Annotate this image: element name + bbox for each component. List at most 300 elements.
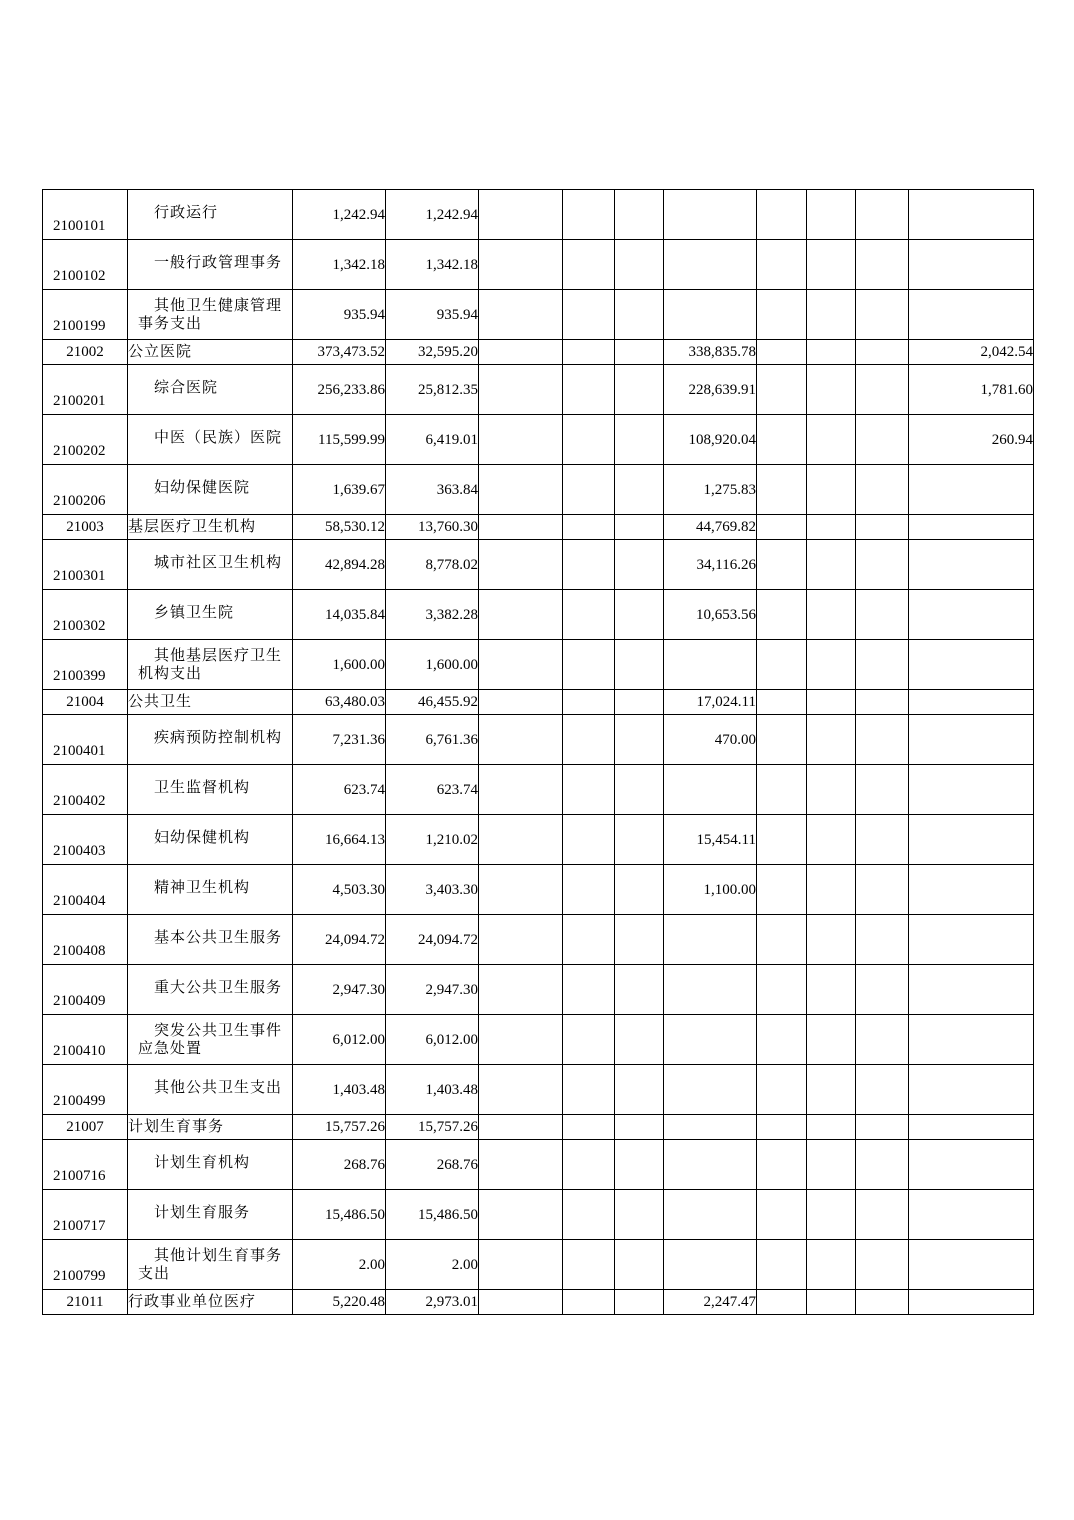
table-row bbox=[43, 715, 1034, 765]
subject-name-cell: 城市社区卫生机构 bbox=[128, 540, 293, 590]
amount-cell-total: 1,403.48 bbox=[293, 1065, 386, 1115]
amount-cell-general: 46,455.92 bbox=[386, 690, 479, 715]
amount-cell-c12 bbox=[909, 465, 1034, 515]
amount-cell-c12 bbox=[909, 1290, 1034, 1315]
subject-name-cell bbox=[128, 640, 293, 690]
amount-cell-c9 bbox=[757, 1140, 807, 1190]
amount-cell-c7 bbox=[615, 465, 664, 515]
subject-code-cell: 2100201 bbox=[43, 365, 128, 415]
budget-expenditure-table bbox=[42, 189, 1034, 1315]
table-row bbox=[43, 515, 1034, 540]
subject-name-cell: 疾病预防控制机构 bbox=[128, 715, 293, 765]
amount-cell-general: 1,403.48 bbox=[386, 1065, 479, 1115]
amount-cell-total: 15,757.26 bbox=[293, 1115, 386, 1140]
amount-cell-c11 bbox=[856, 340, 909, 365]
amount-cell-c9 bbox=[757, 240, 807, 290]
amount-cell-c5 bbox=[479, 965, 563, 1015]
amount-cell-c6 bbox=[563, 690, 615, 715]
amount-cell-c5 bbox=[479, 690, 563, 715]
amount-cell-c9 bbox=[757, 465, 807, 515]
amount-cell-c12 bbox=[909, 640, 1034, 690]
amount-cell-c11 bbox=[856, 290, 909, 340]
amount-cell-c9 bbox=[757, 340, 807, 365]
amount-cell-c5 bbox=[479, 765, 563, 815]
amount-cell-c5 bbox=[479, 715, 563, 765]
amount-cell-c10 bbox=[807, 290, 856, 340]
amount-cell-total: 15,486.50 bbox=[293, 1190, 386, 1240]
amount-cell-c11 bbox=[856, 365, 909, 415]
amount-cell-c7 bbox=[615, 415, 664, 465]
amount-cell-c7 bbox=[615, 290, 664, 340]
amount-cell-total: 623.74 bbox=[293, 765, 386, 815]
amount-cell-c7 bbox=[615, 715, 664, 765]
amount-cell-total: 16,664.13 bbox=[293, 815, 386, 865]
subject-name-cell bbox=[128, 290, 293, 340]
amount-cell-c7 bbox=[615, 190, 664, 240]
amount-cell-c8: 470.00 bbox=[664, 715, 757, 765]
subject-name-cell bbox=[128, 1015, 293, 1065]
amount-cell-c8 bbox=[664, 640, 757, 690]
table-row bbox=[43, 590, 1034, 640]
amount-cell-c10 bbox=[807, 1190, 856, 1240]
amount-cell-total: 1,600.00 bbox=[293, 640, 386, 690]
amount-cell-c5 bbox=[479, 415, 563, 465]
amount-cell-c8 bbox=[664, 765, 757, 815]
amount-cell-c8 bbox=[664, 190, 757, 240]
subject-name-cell: 计划生育服务 bbox=[128, 1190, 293, 1240]
amount-cell-c5 bbox=[479, 815, 563, 865]
subject-name-cell: 计划生育事务 bbox=[128, 1115, 293, 1140]
amount-cell-c6 bbox=[563, 1290, 615, 1315]
amount-cell-c6 bbox=[563, 190, 615, 240]
amount-cell-c7 bbox=[615, 240, 664, 290]
table-row bbox=[43, 540, 1034, 590]
amount-cell-c11 bbox=[856, 690, 909, 715]
amount-cell-c11 bbox=[856, 965, 909, 1015]
amount-cell-c8 bbox=[664, 1140, 757, 1190]
table-row bbox=[43, 865, 1034, 915]
amount-cell-c9 bbox=[757, 1240, 807, 1290]
subject-code-cell: 2100302 bbox=[43, 590, 128, 640]
subject-code-cell: 2100301 bbox=[43, 540, 128, 590]
amount-cell-c12 bbox=[909, 715, 1034, 765]
amount-cell-c9 bbox=[757, 365, 807, 415]
amount-cell-c11 bbox=[856, 1115, 909, 1140]
amount-cell-general: 1,242.94 bbox=[386, 190, 479, 240]
amount-cell-general: 1,600.00 bbox=[386, 640, 479, 690]
amount-cell-c10 bbox=[807, 340, 856, 365]
table-body bbox=[43, 190, 1034, 1315]
subject-code-cell: 2100402 bbox=[43, 765, 128, 815]
amount-cell-general: 2,973.01 bbox=[386, 1290, 479, 1315]
amount-cell-total: 1,342.18 bbox=[293, 240, 386, 290]
amount-cell-total: 268.76 bbox=[293, 1140, 386, 1190]
amount-cell-c9 bbox=[757, 415, 807, 465]
amount-cell-c11 bbox=[856, 1290, 909, 1315]
amount-cell-c11 bbox=[856, 190, 909, 240]
amount-cell-c9 bbox=[757, 1015, 807, 1065]
amount-cell-c11 bbox=[856, 1190, 909, 1240]
amount-cell-c12 bbox=[909, 815, 1034, 865]
amount-cell-c9 bbox=[757, 1065, 807, 1115]
amount-cell-total: 2.00 bbox=[293, 1240, 386, 1290]
amount-cell-c8: 108,920.04 bbox=[664, 415, 757, 465]
amount-cell-c6 bbox=[563, 815, 615, 865]
amount-cell-c6 bbox=[563, 365, 615, 415]
amount-cell-c5 bbox=[479, 465, 563, 515]
subject-code-cell: 21011 bbox=[43, 1290, 128, 1315]
amount-cell-c9 bbox=[757, 815, 807, 865]
amount-cell-c10 bbox=[807, 715, 856, 765]
amount-cell-general: 15,757.26 bbox=[386, 1115, 479, 1140]
amount-cell-c8 bbox=[664, 915, 757, 965]
subject-code-cell: 2100202 bbox=[43, 415, 128, 465]
table-row bbox=[43, 640, 1034, 690]
amount-cell-c9 bbox=[757, 690, 807, 715]
table-row bbox=[43, 1290, 1034, 1315]
amount-cell-c11 bbox=[856, 865, 909, 915]
amount-cell-c8: 10,653.56 bbox=[664, 590, 757, 640]
amount-cell-total: 5,220.48 bbox=[293, 1290, 386, 1315]
subject-name-cell: 基层医疗卫生机构 bbox=[128, 515, 293, 540]
amount-cell-c6 bbox=[563, 290, 615, 340]
amount-cell-c12 bbox=[909, 190, 1034, 240]
subject-code-cell: 2100499 bbox=[43, 1065, 128, 1115]
amount-cell-c6 bbox=[563, 1240, 615, 1290]
amount-cell-c10 bbox=[807, 765, 856, 815]
amount-cell-c6 bbox=[563, 715, 615, 765]
amount-cell-c5 bbox=[479, 1290, 563, 1315]
amount-cell-c12 bbox=[909, 515, 1034, 540]
amount-cell-c7 bbox=[615, 865, 664, 915]
table-row bbox=[43, 1115, 1034, 1140]
subject-code-cell: 2100409 bbox=[43, 965, 128, 1015]
amount-cell-c9 bbox=[757, 1115, 807, 1140]
amount-cell-c9 bbox=[757, 640, 807, 690]
amount-cell-c12: 1,781.60 bbox=[909, 365, 1034, 415]
subject-code-cell: 2100101 bbox=[43, 190, 128, 240]
subject-name-line-2: 机构支出 bbox=[138, 665, 203, 682]
subject-code-cell: 21003 bbox=[43, 515, 128, 540]
amount-cell-c11 bbox=[856, 465, 909, 515]
amount-cell-c12 bbox=[909, 1065, 1034, 1115]
amount-cell-general: 1,342.18 bbox=[386, 240, 479, 290]
amount-cell-general: 6,419.01 bbox=[386, 415, 479, 465]
amount-cell-c8: 15,454.11 bbox=[664, 815, 757, 865]
subject-name-cell: 卫生监督机构 bbox=[128, 765, 293, 815]
table-row bbox=[43, 765, 1034, 815]
amount-cell-c6 bbox=[563, 865, 615, 915]
amount-cell-c11 bbox=[856, 765, 909, 815]
amount-cell-c5 bbox=[479, 1065, 563, 1115]
amount-cell-general: 1,210.02 bbox=[386, 815, 479, 865]
amount-cell-general: 3,382.28 bbox=[386, 590, 479, 640]
amount-cell-c9 bbox=[757, 1290, 807, 1315]
amount-cell-c5 bbox=[479, 1115, 563, 1140]
amount-cell-c7 bbox=[615, 1140, 664, 1190]
subject-name-cell: 乡镇卫生院 bbox=[128, 590, 293, 640]
amount-cell-total: 1,242.94 bbox=[293, 190, 386, 240]
amount-cell-c8: 338,835.78 bbox=[664, 340, 757, 365]
amount-cell-total: 7,231.36 bbox=[293, 715, 386, 765]
amount-cell-c11 bbox=[856, 540, 909, 590]
amount-cell-c11 bbox=[856, 1240, 909, 1290]
amount-cell-total: 6,012.00 bbox=[293, 1015, 386, 1065]
amount-cell-c6 bbox=[563, 640, 615, 690]
amount-cell-c12 bbox=[909, 765, 1034, 815]
amount-cell-c7 bbox=[615, 1115, 664, 1140]
amount-cell-c8 bbox=[664, 965, 757, 1015]
amount-cell-c12: 260.94 bbox=[909, 415, 1034, 465]
amount-cell-c12 bbox=[909, 590, 1034, 640]
amount-cell-c12 bbox=[909, 965, 1034, 1015]
amount-cell-c12 bbox=[909, 1140, 1034, 1190]
subject-code-cell: 2100199 bbox=[43, 290, 128, 340]
subject-code-cell: 2100408 bbox=[43, 915, 128, 965]
amount-cell-c11 bbox=[856, 915, 909, 965]
amount-cell-c10 bbox=[807, 415, 856, 465]
amount-cell-c7 bbox=[615, 690, 664, 715]
amount-cell-c10 bbox=[807, 515, 856, 540]
subject-name-line-1: 其他计划生育事务 bbox=[154, 1247, 283, 1264]
subject-code-cell: 2100206 bbox=[43, 465, 128, 515]
amount-cell-c11 bbox=[856, 815, 909, 865]
amount-cell-c10 bbox=[807, 1065, 856, 1115]
amount-cell-general: 3,403.30 bbox=[386, 865, 479, 915]
amount-cell-c6 bbox=[563, 1065, 615, 1115]
amount-cell-general: 363.84 bbox=[386, 465, 479, 515]
amount-cell-c11 bbox=[856, 1015, 909, 1065]
amount-cell-c10 bbox=[807, 190, 856, 240]
amount-cell-c8 bbox=[664, 1115, 757, 1140]
subject-name-cell: 妇幼保健机构 bbox=[128, 815, 293, 865]
amount-cell-c5 bbox=[479, 340, 563, 365]
amount-cell-c8: 1,100.00 bbox=[664, 865, 757, 915]
amount-cell-c8 bbox=[664, 240, 757, 290]
amount-cell-c8 bbox=[664, 1015, 757, 1065]
amount-cell-c12 bbox=[909, 240, 1034, 290]
amount-cell-c6 bbox=[563, 415, 615, 465]
table-row bbox=[43, 1015, 1034, 1065]
subject-name-cell: 其他公共卫生支出 bbox=[128, 1065, 293, 1115]
amount-cell-c9 bbox=[757, 190, 807, 240]
amount-cell-c5 bbox=[479, 865, 563, 915]
amount-cell-c12: 2,042.54 bbox=[909, 340, 1034, 365]
amount-cell-c11 bbox=[856, 415, 909, 465]
amount-cell-general: 15,486.50 bbox=[386, 1190, 479, 1240]
subject-name-line-1: 其他基层医疗卫生 bbox=[154, 647, 283, 664]
amount-cell-c9 bbox=[757, 715, 807, 765]
subject-code-cell: 21004 bbox=[43, 690, 128, 715]
amount-cell-c8 bbox=[664, 1240, 757, 1290]
subject-code-cell: 2100404 bbox=[43, 865, 128, 915]
amount-cell-total: 115,599.99 bbox=[293, 415, 386, 465]
amount-cell-c9 bbox=[757, 540, 807, 590]
subject-name-cell: 妇幼保健医院 bbox=[128, 465, 293, 515]
amount-cell-c8 bbox=[664, 1065, 757, 1115]
amount-cell-c7 bbox=[615, 1190, 664, 1240]
amount-cell-c7 bbox=[615, 1065, 664, 1115]
subject-name-cell: 综合医院 bbox=[128, 365, 293, 415]
amount-cell-c6 bbox=[563, 540, 615, 590]
amount-cell-c5 bbox=[479, 515, 563, 540]
amount-cell-c12 bbox=[909, 690, 1034, 715]
amount-cell-c7 bbox=[615, 1240, 664, 1290]
table-row bbox=[43, 815, 1034, 865]
amount-cell-c5 bbox=[479, 1015, 563, 1065]
amount-cell-total: 256,233.86 bbox=[293, 365, 386, 415]
amount-cell-general: 13,760.30 bbox=[386, 515, 479, 540]
subject-code-cell: 2100401 bbox=[43, 715, 128, 765]
amount-cell-c8: 17,024.11 bbox=[664, 690, 757, 715]
table-row bbox=[43, 240, 1034, 290]
amount-cell-c6 bbox=[563, 965, 615, 1015]
amount-cell-c9 bbox=[757, 1190, 807, 1240]
subject-name-cell: 行政事业单位医疗 bbox=[128, 1290, 293, 1315]
amount-cell-c11 bbox=[856, 590, 909, 640]
amount-cell-c5 bbox=[479, 1240, 563, 1290]
amount-cell-total: 63,480.03 bbox=[293, 690, 386, 715]
subject-code-cell: 2100102 bbox=[43, 240, 128, 290]
amount-cell-total: 1,639.67 bbox=[293, 465, 386, 515]
amount-cell-c11 bbox=[856, 240, 909, 290]
amount-cell-c7 bbox=[615, 1290, 664, 1315]
amount-cell-c6 bbox=[563, 1190, 615, 1240]
amount-cell-c12 bbox=[909, 1240, 1034, 1290]
amount-cell-c5 bbox=[479, 290, 563, 340]
amount-cell-c9 bbox=[757, 915, 807, 965]
amount-cell-c7 bbox=[615, 765, 664, 815]
table-row bbox=[43, 1140, 1034, 1190]
amount-cell-general: 32,595.20 bbox=[386, 340, 479, 365]
table-row bbox=[43, 1240, 1034, 1290]
amount-cell-c12 bbox=[909, 865, 1034, 915]
amount-cell-total: 42,894.28 bbox=[293, 540, 386, 590]
amount-cell-c10 bbox=[807, 1140, 856, 1190]
amount-cell-c12 bbox=[909, 1190, 1034, 1240]
subject-name-cell: 中医（民族）医院 bbox=[128, 415, 293, 465]
amount-cell-c5 bbox=[479, 640, 563, 690]
amount-cell-c11 bbox=[856, 640, 909, 690]
amount-cell-c6 bbox=[563, 240, 615, 290]
subject-code-cell: 2100399 bbox=[43, 640, 128, 690]
subject-code-cell: 2100717 bbox=[43, 1190, 128, 1240]
amount-cell-total: 935.94 bbox=[293, 290, 386, 340]
table-row bbox=[43, 965, 1034, 1015]
amount-cell-c5 bbox=[479, 365, 563, 415]
amount-cell-c7 bbox=[615, 365, 664, 415]
subject-name-line-2: 应急处置 bbox=[138, 1040, 203, 1057]
amount-cell-c8 bbox=[664, 1190, 757, 1240]
amount-cell-c6 bbox=[563, 1015, 615, 1065]
subject-name-cell: 行政运行 bbox=[128, 190, 293, 240]
amount-cell-c7 bbox=[615, 540, 664, 590]
subject-name-cell: 计划生育机构 bbox=[128, 1140, 293, 1190]
subject-name-cell: 公共卫生 bbox=[128, 690, 293, 715]
amount-cell-c7 bbox=[615, 340, 664, 365]
table-row bbox=[43, 290, 1034, 340]
table-row bbox=[43, 915, 1034, 965]
subject-name-cell bbox=[128, 1240, 293, 1290]
table-row bbox=[43, 340, 1034, 365]
amount-cell-c11 bbox=[856, 1140, 909, 1190]
amount-cell-c12 bbox=[909, 1015, 1034, 1065]
amount-cell-c5 bbox=[479, 915, 563, 965]
subject-name-cell: 公立医院 bbox=[128, 340, 293, 365]
amount-cell-c10 bbox=[807, 1240, 856, 1290]
table-row bbox=[43, 1065, 1034, 1115]
amount-cell-c5 bbox=[479, 1140, 563, 1190]
subject-code-cell: 2100403 bbox=[43, 815, 128, 865]
amount-cell-general: 8,778.02 bbox=[386, 540, 479, 590]
amount-cell-c5 bbox=[479, 590, 563, 640]
amount-cell-c8: 34,116.26 bbox=[664, 540, 757, 590]
amount-cell-c10 bbox=[807, 590, 856, 640]
amount-cell-general: 935.94 bbox=[386, 290, 479, 340]
amount-cell-c6 bbox=[563, 765, 615, 815]
amount-cell-c7 bbox=[615, 1015, 664, 1065]
subject-name-cell: 重大公共卫生服务 bbox=[128, 965, 293, 1015]
amount-cell-c6 bbox=[563, 1140, 615, 1190]
amount-cell-c5 bbox=[479, 1190, 563, 1240]
subject-code-cell: 21007 bbox=[43, 1115, 128, 1140]
amount-cell-c8 bbox=[664, 290, 757, 340]
amount-cell-total: 58,530.12 bbox=[293, 515, 386, 540]
amount-cell-c12 bbox=[909, 1115, 1034, 1140]
amount-cell-total: 373,473.52 bbox=[293, 340, 386, 365]
amount-cell-c6 bbox=[563, 465, 615, 515]
amount-cell-c12 bbox=[909, 540, 1034, 590]
table-row bbox=[43, 1190, 1034, 1240]
amount-cell-c8: 2,247.47 bbox=[664, 1290, 757, 1315]
amount-cell-c6 bbox=[563, 515, 615, 540]
amount-cell-c6 bbox=[563, 590, 615, 640]
amount-cell-c11 bbox=[856, 1065, 909, 1115]
table-row bbox=[43, 690, 1034, 715]
amount-cell-c8: 1,275.83 bbox=[664, 465, 757, 515]
table-row bbox=[43, 415, 1034, 465]
amount-cell-c11 bbox=[856, 715, 909, 765]
amount-cell-c5 bbox=[479, 540, 563, 590]
table-row bbox=[43, 365, 1034, 415]
subject-name-line-2: 支出 bbox=[138, 1265, 171, 1282]
amount-cell-total: 2,947.30 bbox=[293, 965, 386, 1015]
amount-cell-c10 bbox=[807, 540, 856, 590]
amount-cell-c9 bbox=[757, 290, 807, 340]
subject-name-line-1: 突发公共卫生事件 bbox=[154, 1022, 283, 1039]
table-row bbox=[43, 465, 1034, 515]
amount-cell-c10 bbox=[807, 1015, 856, 1065]
amount-cell-c7 bbox=[615, 815, 664, 865]
amount-cell-c9 bbox=[757, 515, 807, 540]
amount-cell-c5 bbox=[479, 190, 563, 240]
amount-cell-c7 bbox=[615, 915, 664, 965]
amount-cell-general: 268.76 bbox=[386, 1140, 479, 1190]
amount-cell-total: 14,035.84 bbox=[293, 590, 386, 640]
amount-cell-c8: 228,639.91 bbox=[664, 365, 757, 415]
amount-cell-general: 6,761.36 bbox=[386, 715, 479, 765]
amount-cell-c10 bbox=[807, 1290, 856, 1315]
amount-cell-general: 2,947.30 bbox=[386, 965, 479, 1015]
amount-cell-c11 bbox=[856, 515, 909, 540]
amount-cell-c10 bbox=[807, 640, 856, 690]
amount-cell-c10 bbox=[807, 865, 856, 915]
amount-cell-general: 6,012.00 bbox=[386, 1015, 479, 1065]
amount-cell-c10 bbox=[807, 465, 856, 515]
amount-cell-c6 bbox=[563, 1115, 615, 1140]
amount-cell-c7 bbox=[615, 515, 664, 540]
amount-cell-c10 bbox=[807, 365, 856, 415]
